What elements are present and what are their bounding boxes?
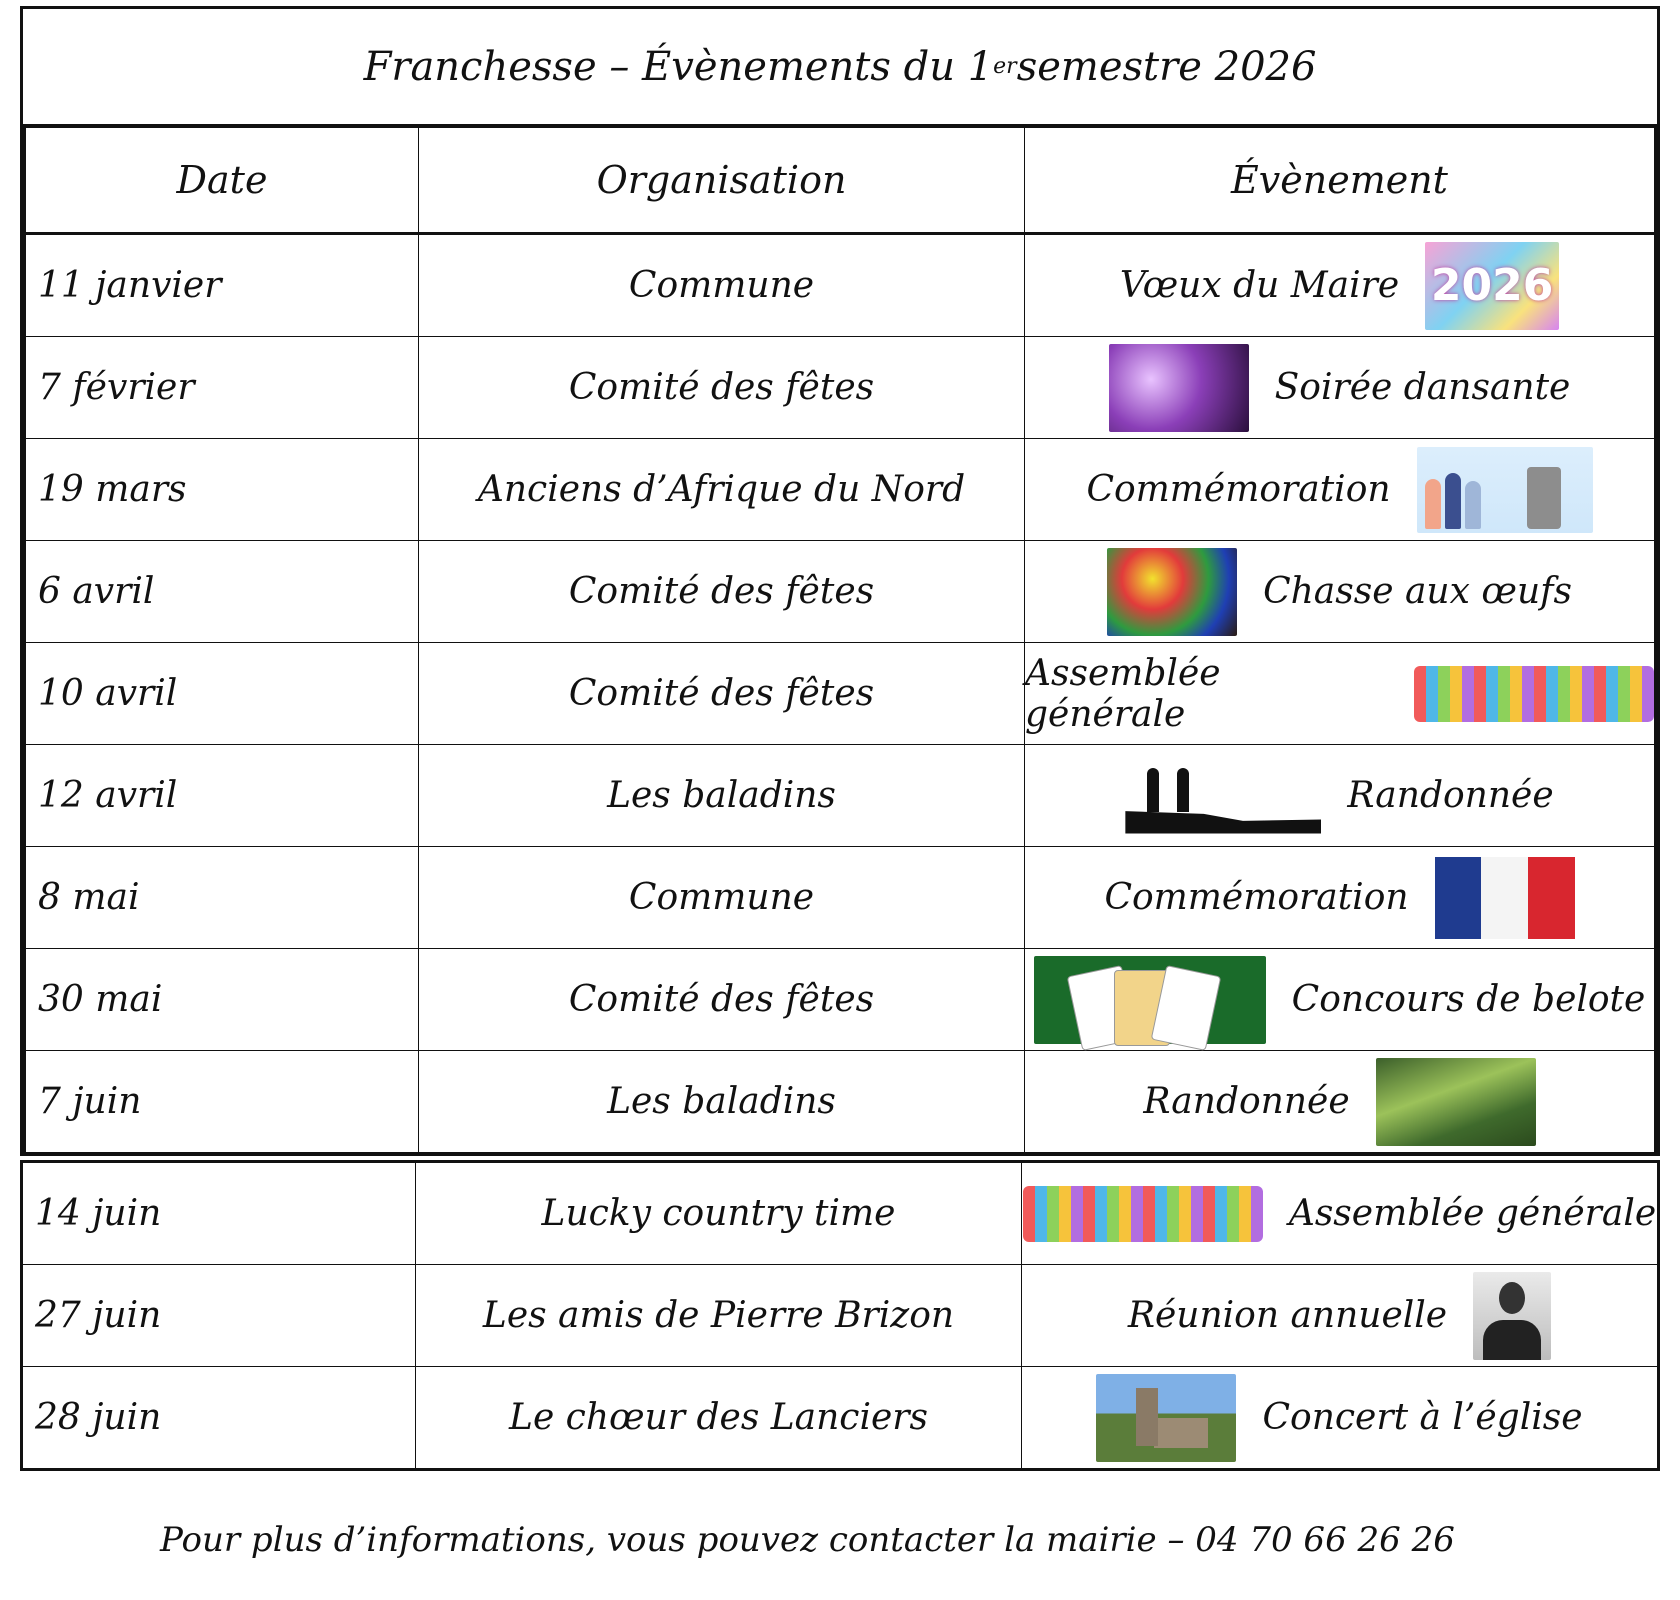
- title-superscript: er: [993, 54, 1017, 79]
- event-label: Assemblée générale: [1025, 652, 1221, 735]
- event-label: Réunion annuelle: [1127, 1295, 1448, 1336]
- date-cell: 28 juin: [22, 1367, 416, 1470]
- organisation-cell: Comité des fêtes: [419, 949, 1025, 1051]
- table-row: [22, 1265, 1659, 1367]
- date-cell: 10 avril: [25, 643, 419, 745]
- table-row: [25, 745, 1656, 847]
- date-cell: 6 avril: [25, 541, 419, 643]
- header-row: [25, 128, 1656, 234]
- organisation-cell: Commune: [419, 234, 1025, 337]
- portrait-icon: [1473, 1272, 1551, 1360]
- date-cell: 27 juin: [22, 1265, 416, 1367]
- table-row: [25, 847, 1656, 949]
- event-cell: [1025, 337, 1656, 439]
- events-sheet: [20, 6, 1660, 1471]
- event-label: Soirée dansante: [1274, 367, 1571, 408]
- event-label: Concours de belote: [1291, 979, 1646, 1020]
- event-label: Concert à l’église: [1262, 1397, 1583, 1438]
- table-row: [22, 1367, 1659, 1470]
- date-cell: 30 mai: [25, 949, 419, 1051]
- event-label: Randonnée: [1143, 1081, 1350, 1122]
- event-label: Assemblée générale: [1288, 1193, 1657, 1234]
- event-label: Chasse aux œufs: [1263, 571, 1572, 612]
- date-cell: 14 juin: [22, 1162, 416, 1265]
- playing-cards-icon: [1034, 956, 1266, 1044]
- forest-icon: [1376, 1058, 1536, 1146]
- organisation-cell: Comité des fêtes: [419, 541, 1025, 643]
- header-organisation: Organisation: [419, 128, 1025, 234]
- header-event: Évènement: [1025, 128, 1656, 234]
- new-year-2026-icon: 2026: [1425, 242, 1559, 330]
- event-label: Vœux du Maire: [1119, 265, 1400, 306]
- date-cell: 12 avril: [25, 745, 419, 847]
- table-row: [25, 541, 1656, 643]
- organisation-cell: Le chœur des Lanciers: [416, 1367, 1022, 1470]
- title-prefix: Franchesse – Évènements du 1: [363, 43, 994, 90]
- organisation-cell: Commune: [419, 847, 1025, 949]
- organisation-cell: Les amis de Pierre Brizon: [416, 1265, 1022, 1367]
- event-cell: [1022, 1367, 1659, 1470]
- title-suffix: semestre 2026: [1016, 43, 1317, 90]
- event-label: Commémoration: [1104, 877, 1409, 918]
- date-cell: 7 février: [25, 337, 419, 439]
- crowd-icon: [1414, 666, 1654, 722]
- date-cell: 11 janvier: [25, 234, 419, 337]
- event-cell: [1025, 745, 1656, 847]
- organisation-cell: Comité des fêtes: [419, 643, 1025, 745]
- event-cell: [1025, 847, 1656, 949]
- date-cell: 7 juin: [25, 1051, 419, 1153]
- memorial-icon: [1417, 447, 1593, 533]
- date-cell: 19 mars: [25, 439, 419, 541]
- events-table-bottom: [20, 1160, 1660, 1471]
- table-row: [25, 439, 1656, 541]
- event-cell: [1025, 643, 1656, 745]
- event-cell: [1022, 1162, 1659, 1265]
- event-cell: [1025, 439, 1656, 541]
- events-table-top: [23, 127, 1657, 1153]
- date-cell: 8 mai: [25, 847, 419, 949]
- table-row: [25, 234, 1656, 337]
- organisation-cell: Comité des fêtes: [419, 337, 1025, 439]
- event-label: Commémoration: [1086, 469, 1391, 510]
- contact-footer: Pour plus d’informations, vous pouvez contacter la mairie – 04 70 66 26 26: [160, 1520, 1455, 1560]
- easter-eggs-icon: [1107, 548, 1237, 636]
- crowd-icon: [1023, 1186, 1263, 1242]
- table-row: [25, 643, 1656, 745]
- table-row: [25, 949, 1656, 1051]
- french-flag-icon: [1435, 857, 1575, 939]
- organisation-cell: Les baladins: [419, 1051, 1025, 1153]
- event-cell: [1025, 1051, 1656, 1153]
- header-date: Date: [25, 128, 419, 234]
- event-cell: [1025, 949, 1656, 1051]
- hikers-icon: [1125, 758, 1321, 834]
- organisation-cell: Les baladins: [419, 745, 1025, 847]
- table-row: [25, 337, 1656, 439]
- event-cell: [1025, 541, 1656, 643]
- table-row: [25, 1051, 1656, 1153]
- organisation-cell: Lucky country time: [416, 1162, 1022, 1265]
- event-cell: [1022, 1265, 1659, 1367]
- table-row: [22, 1162, 1659, 1265]
- organisation-cell: Anciens d’Afrique du Nord: [419, 439, 1025, 541]
- page-title: [23, 9, 1657, 127]
- event-cell: [1025, 234, 1656, 337]
- title-frame: [20, 6, 1660, 1156]
- church-icon: [1096, 1374, 1236, 1462]
- party-hall-icon: [1109, 344, 1249, 432]
- event-label: Randonnée: [1347, 775, 1554, 816]
